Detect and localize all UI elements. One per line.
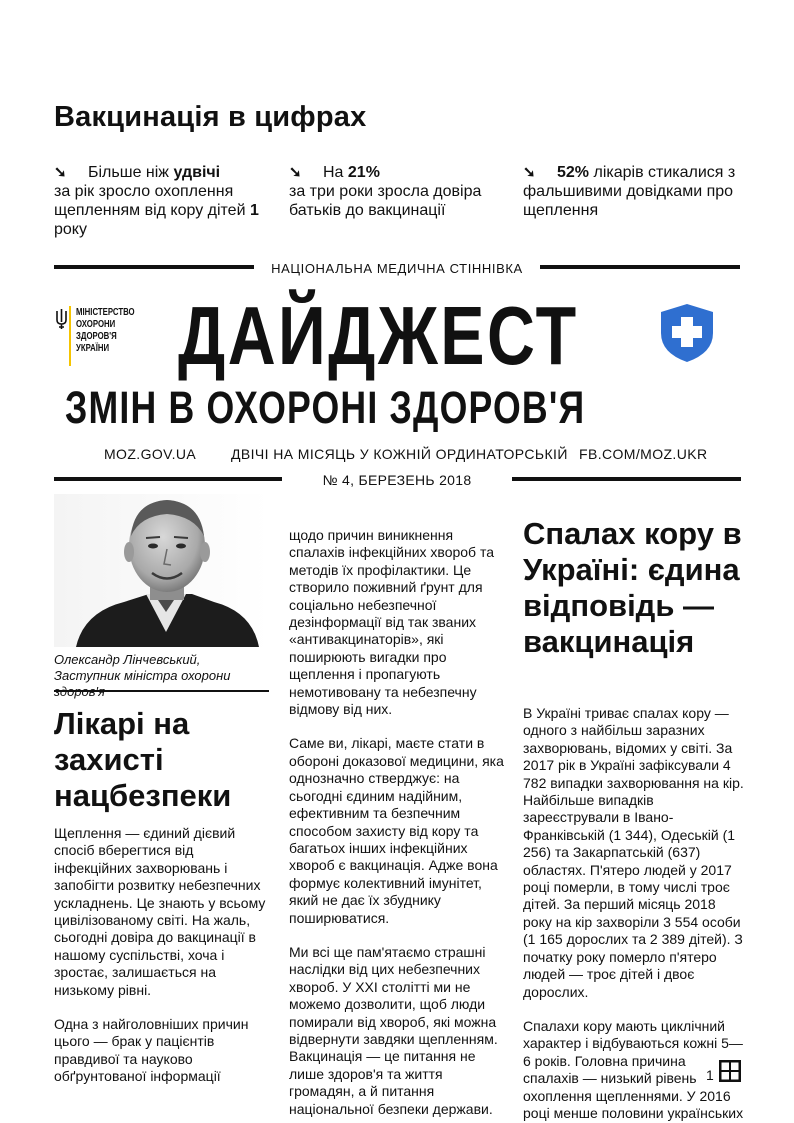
middle-column-body xyxy=(289,527,507,1123)
paragraph: Одна з найголовніших причин цього — брак у пацієнтів правдивої та науково обґрунтованої інформації xyxy=(54,1016,249,1085)
caption-name: Олександр Лінчевський, xyxy=(54,652,201,667)
stat-item-3 xyxy=(523,163,753,220)
stat-prefix: На xyxy=(323,164,348,181)
portrait-illustration xyxy=(54,494,269,647)
stat-text: за рік зросло охоплення щепленням від кору дітей xyxy=(54,183,250,219)
stat-suffix: року xyxy=(54,221,87,238)
stat-highlight: удвічі xyxy=(173,164,221,181)
frequency-text: ДВІЧІ НА МІСЯЦЬ У КОЖНІЙ ОРДИНАТОРСЬКІЙ xyxy=(231,446,568,462)
masthead-supertitle: НАЦІОНАЛЬНА МЕДИЧНА СТІННІВКА xyxy=(271,261,523,276)
masthead-subtitle: ЗМІН В ОХОРОНІ ЗДОРОВ'Я xyxy=(65,382,586,433)
site-link[interactable]: MOZ.GOV.UA xyxy=(104,446,197,462)
photo-caption xyxy=(54,652,269,700)
ministry-line: УКРАЇНИ xyxy=(76,343,110,354)
ministry-logo-bar xyxy=(69,306,71,366)
stat-suffix-bold: 1 xyxy=(249,202,259,219)
arrow-down-right-icon: ➘ xyxy=(523,164,536,181)
medical-shield-icon xyxy=(660,303,714,363)
ministry-name xyxy=(76,307,135,355)
masthead-title: ДАЙДЖЕСТ xyxy=(178,289,579,382)
stat-prefix: Більше ніж xyxy=(88,164,174,181)
ministry-logo xyxy=(56,306,166,368)
caption-divider xyxy=(54,690,269,692)
divider xyxy=(54,477,282,481)
paragraph: щодо причин виникнення спалахів інфекційних хвороб та методів їх профілактики. Це створило поживний ґрунт для соціально небезпечної дезінформації від так званих «антивакцинаторів», які поширюють вигадки про щеплення і пропагують немотивовану та небезпечну відмову від них. xyxy=(289,527,495,718)
left-article-headline: Лікарі на захисті нацбезпеки xyxy=(54,706,232,813)
issue-number: № 4, БЕРЕЗЕНЬ 2018 xyxy=(322,472,472,488)
deputy-minister-photo xyxy=(54,494,269,647)
paragraph: Спалахи кору мають циклічний характер і відбуваються кожні 5—6 років. Головна причина спалахів — низький рівень охоплення щепленнями. У 2016 році менше половини українських xyxy=(523,1017,744,1121)
paragraph: Щеплення — єдиний дієвий спосіб вберегтися від інфекційних захворювань і запобігти розвитку небезпечних ускладнень. Це знають у всьому цивілізованому світі. На жаль, сьогодні довіра до вакцинації в нашому суспільстві, хоча і зростає, залишається на низькому рівні. xyxy=(54,825,266,998)
stat-item-2 xyxy=(289,163,504,220)
arrow-down-right-icon: ➘ xyxy=(54,164,67,181)
arrow-down-right-icon: ➘ xyxy=(289,164,302,181)
right-article-headline: Спалах кору в Україні: єдина відповідь — вакцинація xyxy=(523,516,742,659)
page-number: 1 xyxy=(706,1067,714,1083)
ministry-line: ОХОРОНИ xyxy=(76,319,116,330)
trident-icon xyxy=(56,308,67,330)
ministry-line: МІНІСТЕРСТВО xyxy=(76,307,135,318)
ministry-line: ЗДОРОВ'Я xyxy=(76,331,117,342)
stat-text: лікарів стикалися з фальшивими довідками про щеплення xyxy=(523,164,736,219)
stat-highlight: 21% xyxy=(347,164,380,181)
social-link[interactable]: FB.COM/MOZ.UKR xyxy=(579,446,708,462)
stats-title: Вакцинація в цифрах xyxy=(54,101,367,133)
divider xyxy=(54,265,254,269)
right-article-body xyxy=(523,705,745,1123)
paragraph: В Україні триває спалах кору — одного з найбільш заразних захворювань, відомих у світі. За 2017 рік в Україні зафіксували 4 782 випадки захворювання на кір. Найбільше випадків зареєстрували в Івано-Франківській (1 344), Одеській (1 256) та Закарпатській (637) областях. П'ятеро людей у 2017 році померли, в тому числі троє дітей. За перший місяць 2018 року на кір захворіли 3 554 особи (1 165 дорослих та 2 389 дітей). З початку року померло п'ятеро людей — троє дітей і двоє дорослих. xyxy=(523,705,744,1000)
caption-role: Заступник міністра охорони xyxy=(54,668,231,683)
divider xyxy=(512,477,741,481)
divider xyxy=(540,265,740,269)
left-article-body xyxy=(54,825,269,1103)
stat-text: за три роки зросла довіра батьків до вакцинації xyxy=(289,183,482,219)
stat-item-1 xyxy=(54,163,264,239)
stat-highlight: 52% xyxy=(557,164,590,181)
paragraph: Ми всі ще пам'ятаємо страшні наслідки від цих небезпечних хвороб. У XXI столітті ми не можемо дозволити, щоб люди помирали від хвороб, які можна відвернути завдяки щепленням. Вакцинація — це питання не лише здоров'я та життя громадян, а й питання національної безпеки держави. xyxy=(289,943,498,1117)
grid-logo-icon xyxy=(719,1060,741,1082)
paragraph: Саме ви, лікарі, маєте стати в обороні доказової медицини, яка однозначно стверджує: на сьогодні єдиним надійним, ефективним та безпечним способом захисту від кору та багатьох інших інфекційних хвороб є вакцинація. Адже вона формує колективний імунітет, який не дає їх збуднику поширюватися. xyxy=(289,735,504,926)
